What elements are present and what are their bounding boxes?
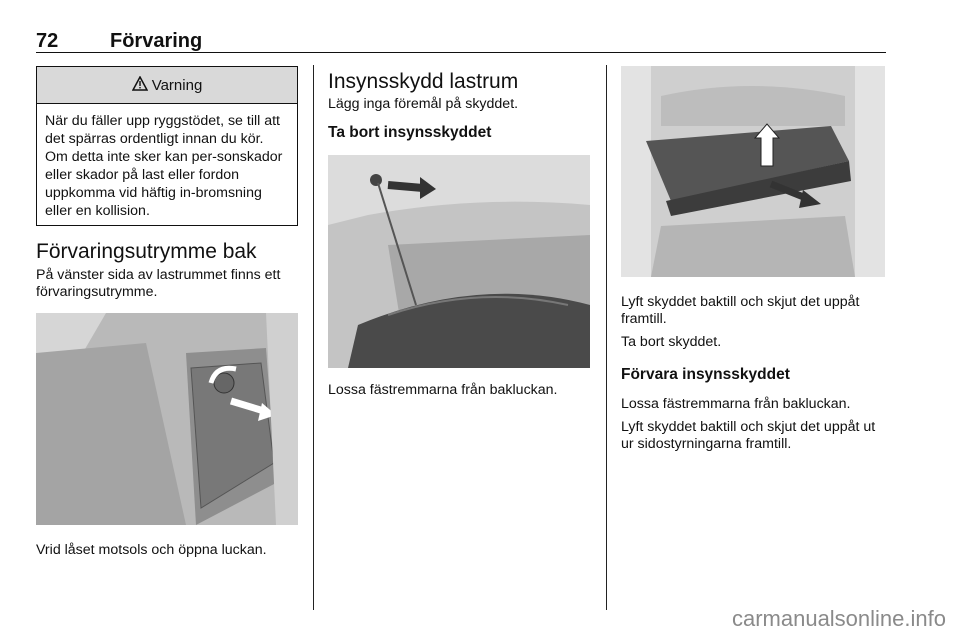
subheading-store-cover: Förvara insynsskyddet xyxy=(621,366,790,383)
chapter-title: Förvaring xyxy=(110,30,203,52)
cover-intro: Lägg inga föremål på skyddet. xyxy=(328,96,519,112)
storage-caption: Vrid låset motsols och öppna luckan. xyxy=(36,542,267,558)
page-header xyxy=(36,30,886,52)
page-number: 72 xyxy=(36,30,59,52)
warning-text: När du fäller upp ryggstödet, se till att det spärras ordentligt innan du kör. Om detta inte sker kan per-sonskador eller skador på last eller fordon uppkomma vid häftig in-bromsning eller en kollision. xyxy=(45,113,283,219)
step-remove-cover: Ta bort skyddet. xyxy=(621,334,722,350)
subheading-remove-cover: Ta bort insynsskyddet xyxy=(328,124,492,141)
section-heading-cover: Insynsskydd lastrum xyxy=(328,70,519,93)
warning-title: Varning xyxy=(151,76,203,94)
warning-box xyxy=(36,66,298,226)
column-divider-2 xyxy=(606,65,607,610)
watermark: carmanualsonline.info xyxy=(731,606,946,631)
tailgate-strap-image xyxy=(328,155,590,368)
cover-caption: Lossa fästremmarna från bakluckan. xyxy=(328,382,558,398)
header-rule xyxy=(36,52,886,53)
warning-triangle-icon xyxy=(132,76,148,95)
step-lift-cover: Lyft skyddet baktill och skjut det uppåt framtill. xyxy=(621,294,860,327)
column-divider-1 xyxy=(313,65,314,610)
storage-intro: På vänster sida av lastrummet finns ett förvaringsutrymme. xyxy=(36,267,281,300)
lift-cover-image xyxy=(621,66,885,277)
warning-header xyxy=(37,67,297,104)
step-loosen-straps: Lossa fästremmarna från bakluckan. xyxy=(621,396,851,412)
storage-compartment-image xyxy=(36,313,298,525)
section-heading-storage: Förvaringsutrymme bak xyxy=(36,240,257,263)
step-slide-out: Lyft skyddet baktill och skjut det uppåt ut ur sidostyrningarna framtill. xyxy=(621,419,876,452)
